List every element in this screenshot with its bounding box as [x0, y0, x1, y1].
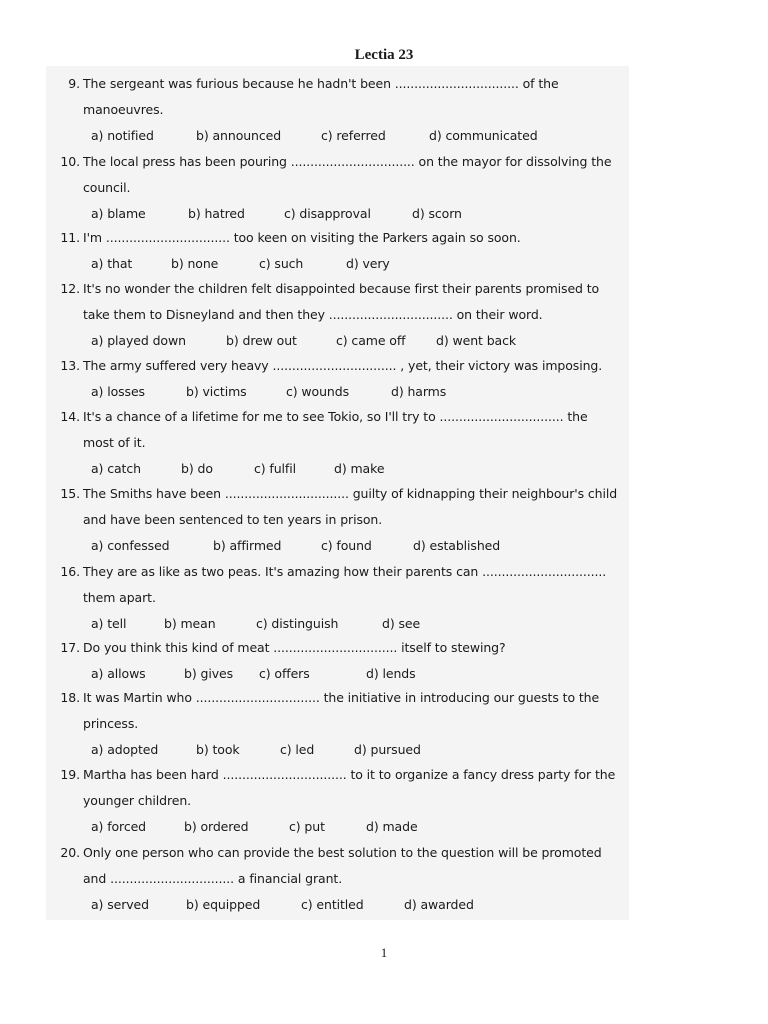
question-text-line: It's no wonder the children felt disappointed because first their parents promised to	[83, 281, 600, 296]
question-item	[46, 230, 629, 282]
question-number: 14.	[60, 409, 80, 424]
answer-option: c) distinguish	[256, 616, 339, 631]
question-number: 20.	[60, 845, 80, 860]
answer-option: b) none	[171, 256, 219, 271]
question-text-line: them apart.	[83, 590, 156, 605]
question-number: 13.	[60, 358, 80, 373]
question-number: 9.	[68, 76, 80, 91]
question-item	[46, 845, 629, 923]
answer-option: b) drew out	[226, 333, 297, 348]
question-number: 11.	[60, 230, 80, 245]
answer-option: b) hatred	[188, 206, 245, 221]
question-text-line: and have been sentenced to ten years in prison.	[83, 512, 383, 527]
question-text-line: Do you think this kind of meat ................................ itself to stewing?	[83, 640, 506, 655]
answer-option: c) wounds	[286, 384, 349, 399]
answer-option: c) led	[280, 742, 315, 757]
question-item	[46, 640, 629, 692]
answer-option: d) established	[413, 538, 501, 553]
answer-option: a) blame	[91, 206, 146, 221]
question-item	[46, 486, 629, 564]
answer-option: d) awarded	[404, 897, 474, 912]
question-number: 19.	[60, 767, 80, 782]
answer-option: c) fulfil	[254, 461, 296, 476]
question-item	[46, 358, 629, 410]
question-item	[46, 690, 629, 768]
answer-option: a) losses	[91, 384, 145, 399]
answer-option: c) found	[321, 538, 372, 553]
answer-option: c) put	[289, 819, 325, 834]
question-text-line: council.	[83, 180, 131, 195]
answer-option: c) entitled	[301, 897, 364, 912]
answer-option: b) ordered	[184, 819, 249, 834]
question-text-line: They are as like as two peas. It's amazing how their parents can ................................	[83, 564, 607, 579]
question-text-line: It was Martin who ................................ the initiative in introducing our guests to the	[83, 690, 600, 705]
question-text-line: I'm ................................ too keen on visiting the Parkers again so soon.	[83, 230, 521, 245]
answer-option: d) scorn	[412, 206, 462, 221]
answer-option: d) harms	[391, 384, 447, 399]
question-item	[46, 409, 629, 487]
question-item	[46, 767, 629, 845]
answer-option: d) very	[346, 256, 390, 271]
question-text-line: take them to Disneyland and then they ................................ on their word.	[83, 307, 543, 322]
question-number: 10.	[60, 154, 80, 169]
answer-option: d) went back	[436, 333, 517, 348]
question-text-line: manoeuvres.	[83, 102, 164, 117]
page-title: Lectia 23	[354, 47, 414, 63]
answer-option: c) such	[259, 256, 304, 271]
answer-option: c) disapproval	[284, 206, 371, 221]
answer-option: b) took	[196, 742, 240, 757]
answer-option: d) pursued	[354, 742, 421, 757]
answer-option: a) confessed	[91, 538, 170, 553]
answer-option: b) mean	[164, 616, 216, 631]
answer-option: a) played down	[91, 333, 186, 348]
question-item	[46, 281, 629, 359]
question-text-line: Martha has been hard ................................ to it to organize a fancy dress party for the	[83, 767, 616, 782]
answer-option: c) came off	[336, 333, 406, 348]
answer-option: a) catch	[91, 461, 141, 476]
answer-option: b) equipped	[186, 897, 261, 912]
question-item	[46, 564, 629, 642]
answer-option: b) victims	[186, 384, 247, 399]
answer-option: a) that	[91, 256, 133, 271]
question-number: 15.	[60, 486, 80, 501]
answer-option: b) gives	[184, 666, 233, 681]
answer-option: d) communicated	[429, 128, 538, 143]
question-text-line: It's a chance of a lifetime for me to see Tokio, so I'll try to ................................ the	[83, 409, 588, 424]
answer-option: a) allows	[91, 666, 146, 681]
answer-option: d) make	[334, 461, 385, 476]
question-text-line: most of it.	[83, 435, 146, 450]
answer-option: a) forced	[91, 819, 147, 834]
answer-option: a) tell	[91, 616, 127, 631]
question-item	[46, 76, 629, 154]
question-text-line: The local press has been pouring ................................ on the mayor for dissolving the	[83, 154, 612, 169]
answer-option: d) made	[366, 819, 418, 834]
answer-option: b) do	[181, 461, 213, 476]
question-text-line: younger children.	[83, 793, 192, 808]
question-number: 17.	[60, 640, 80, 655]
question-number: 12.	[60, 281, 80, 296]
question-text-line: and ................................ a financial grant.	[83, 871, 343, 886]
question-text-line: The army suffered very heavy ................................ , yet, their victory was imposing.	[83, 358, 603, 373]
answer-option: a) adopted	[91, 742, 159, 757]
answer-option: a) notified	[91, 128, 154, 143]
scanned-exercise	[46, 66, 629, 920]
question-item	[46, 154, 629, 232]
question-text-line: princess.	[83, 716, 139, 731]
answer-option: d) see	[382, 616, 421, 631]
question-text-line: The Smiths have been ................................ guilty of kidnapping their neighbour's child	[83, 486, 618, 501]
page-number: 1	[380, 945, 388, 960]
question-number: 16.	[60, 564, 80, 579]
answer-option: b) affirmed	[213, 538, 282, 553]
answer-option: d) lends	[366, 666, 416, 681]
answer-option: b) announced	[196, 128, 282, 143]
answer-option: c) offers	[259, 666, 310, 681]
question-number: 18.	[60, 690, 80, 705]
answer-option: c) referred	[321, 128, 386, 143]
answer-option: a) served	[91, 897, 149, 912]
question-text-line: The sergeant was furious because he hadn't been ................................ of the	[83, 76, 559, 91]
question-text-line: Only one person who can provide the best solution to the question will be promoted	[83, 845, 602, 860]
